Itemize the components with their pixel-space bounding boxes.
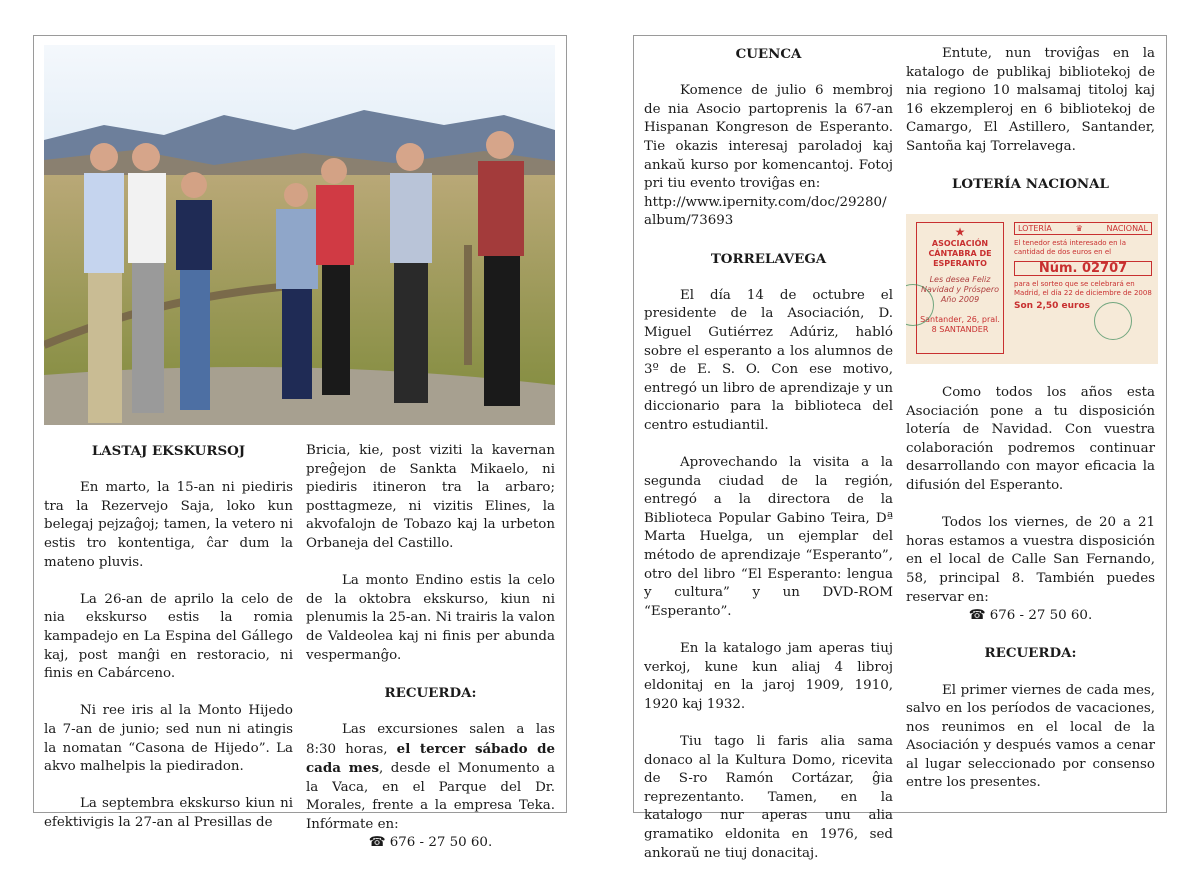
paragraph: En la katalogo jam aperas tiuj verkoj, kune kun aliaj 4 libroj eldonitaj en la jaroj 1909, 1910, 1920 kaj 1932. (644, 641, 893, 712)
ticket-number: Núm. 02707 (1014, 261, 1152, 276)
paragraph: La 26-an de aprilo la celo de nia ekskurso estis la romia kampadejo en La Espina del Gállego kaj, post manĝi en restoracio, ni finis en Cabárceno. (44, 591, 293, 682)
left-page (33, 35, 567, 851)
paragraph: Ni ree iris al la Monto Hijedo la 7-an de junio; sed nun ni atingis la nomatan “Casona de Hijedo”. La akvo malhelpis la piediradon. (44, 703, 293, 775)
ticket-header (1014, 222, 1152, 235)
paragraph: Como todos los años esta Asociación pone a tu disposición lotería de Navidad. Con vuestra colaboración podremos continuar desarrollando con mayor eficacia la difusión del Esperanto. (906, 385, 1155, 493)
lottery-ticket (906, 214, 1158, 364)
ticket-number-panel (1014, 222, 1152, 354)
ticket-association-panel (916, 222, 1004, 354)
group-photo-image (44, 45, 555, 425)
heading-torrelavega: TORRELAVEGA (710, 250, 827, 267)
right-column-2-lower (906, 384, 1155, 793)
heading-recuerda: RECUERDA: (384, 684, 477, 701)
paragraph: Entute, nun troviĝas en la katalogo de publikaj bibliotekoj de nia regiono 10 malsamaj titoloj kaj 16 ekzempleroj en 6 bibliotekoj de Camargo, El Astillero, Santander, Santoña kaj Torrelavega. (906, 46, 1155, 154)
ticket-greeting: Les desea Feliz Navidad y Próspero Año 2009 (920, 275, 1000, 304)
bold-text: el tercer sábado de cada mes (306, 740, 555, 777)
crest-icon: ♛ (1075, 224, 1083, 233)
heading-lastaj-ekskursoj: LASTAJ EKSKURSOJ (91, 443, 246, 459)
paragraph: El día 14 de octubre el presidente de la Asociación, D. Miguel Gutiérrez Adúriz, habló sobre el esperanto a los alumnos de 3º de E. S. O. Con ese motivo, entregó un libro de aprendizaje y un diccionario para la biblioteca del centro estudiantil. (644, 287, 893, 433)
ticket-draw-text: para el sorteo que se celebrará en Madrid, el día 22 de diciembre de 2008 (1014, 280, 1152, 297)
ticket-address: Santander, 26, pral. 8 SANTANDER (920, 315, 1000, 334)
right-column-2 (906, 45, 1155, 212)
left-column-1 (44, 442, 293, 832)
stamp-icon (1094, 302, 1132, 340)
ticket-price: Son 2,50 euros (1014, 301, 1091, 311)
paragraph: En marto, la 15-an ni piediris tra la Rezervejo Saja, loko kun belegaj pejzaĝoj; tamen, la vetero ni estis tro kontentiga, ĉar dum la mateno pluvis. (44, 480, 293, 570)
paragraph: Aprovechando la visita a la segunda ciudad de la región, entregó a la directora de la Biblioteca Popular Gabino Teira, Dª Marta Huelga, un ejemplar del método de aprendizaje “Esperanto”, otro del libro “El Esperanto: lengua y cultura” y un DVD-ROM “Esperanto”. (644, 455, 893, 619)
heading-recuerda: RECUERDA: (984, 645, 1077, 662)
group-photo (44, 45, 555, 425)
paragraph: La monto Endino estis la celo de la oktobra ekskurso, kiun ni plenumis la 25-an. Ni trairis la valon de Valdeolea kaj ni finis per abunda vespermanĝo. (306, 573, 555, 663)
photo-link[interactable]: http://www.ipernity.com/doc/29280/album/73693 (644, 194, 887, 229)
ticket-association-title: ASOCIACIÓN CÁNTABRA DE ESPERANTO (928, 239, 992, 268)
heading-cuenca: CUENCA (735, 46, 802, 62)
right-column-1 (644, 45, 893, 863)
left-column-2 (306, 442, 555, 872)
text-span: , desde el Monumento a la Vaca, en el Parque del Dr. Morales, frente a la empresa Teka. Infórmate en: (306, 761, 555, 832)
text-span: Las excursiones salen a las 8:30 horas, (306, 721, 555, 757)
ticket-header-right: NACIONAL (1106, 224, 1148, 233)
star-icon: ★ (954, 225, 966, 239)
right-page (633, 35, 1167, 861)
paragraph-excursiones (306, 721, 555, 835)
phone-number: ☎ 676 - 27 50 60. (968, 608, 1093, 624)
paragraph: La septembra ekskurso kiun ni efektivigis la 27-an al Presillas de (44, 796, 293, 830)
phone-number: ☎ 676 - 27 50 60. (368, 835, 493, 851)
ticket-text: El tenedor está interesado en la cantidad de dos euros en el (1014, 239, 1126, 256)
paragraph: Komence de julio 6 membroj de nia Asocio partoprenis la 67-an Hispanan Kongreson de Esperanto. Tie okazis interesaj paroladoj kaj ankaŭ kurso por komencantoj. Fotoj pri tiu evento troviĝas en: (644, 83, 893, 192)
paragraph: El primer viernes de cada mes, salvo en los períodos de vacaciones, nos reunimos en el local de la Asociación y después vamos a cenar al lugar seleccionado por consenso entre los presentes. (906, 682, 1155, 791)
paragraph: Bricia, kie, post viziti la kavernan preĝejon de Sankta Mikaelo, ni piediris itineron tra la arbaro; posttagmeze, ni vizitis Elines, la akvofalojn de Tobazo kaj la urbeton Orbaneja del Castillo. (306, 443, 555, 551)
paragraph: Todos los viernes, de 20 a 21 horas estamos a vuestra disposición en el local de Calle San Fernando, 58, principal 8. También puedes reservar en: (906, 515, 1155, 605)
paragraph: Tiu tago li faris alia sama donaco al la Kultura Domo, ricevita de S-ro Ramón Cortázar, ĝia reprezentanto. Tamen, en la katalogo nur aperas unu alia gramatiko eldonita en 1976, sed ankoraŭ ne tiuj donacitaj. (644, 733, 893, 861)
ticket-header-left: LOTERÍA (1018, 224, 1052, 233)
heading-loteria-nacional: LOTERÍA NACIONAL (952, 176, 1109, 193)
